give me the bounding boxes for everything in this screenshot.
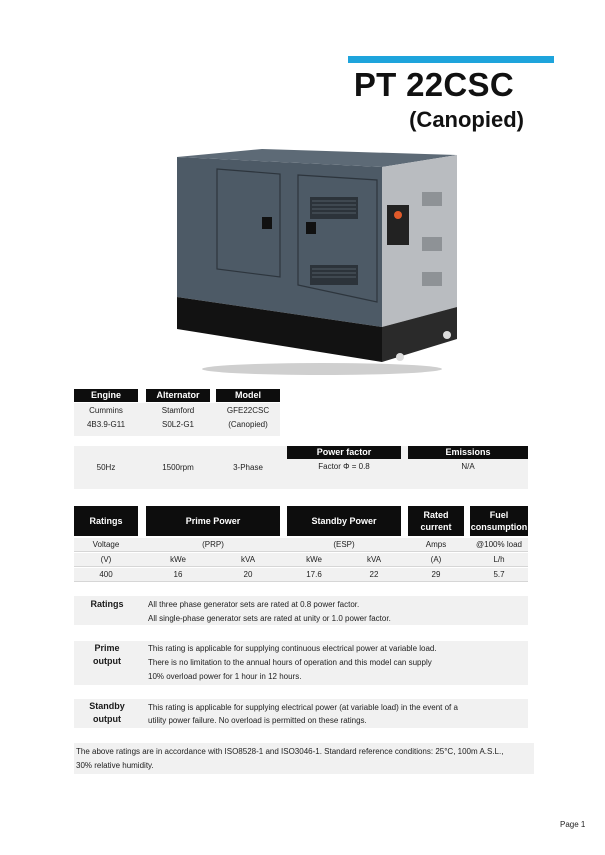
amps-label: Amps	[425, 540, 447, 549]
unit-volts: (V)	[100, 555, 112, 564]
fuel-consumption-header-line2: consumption	[470, 522, 528, 532]
model-title: PT 22CSC	[353, 66, 514, 103]
power-factor-header: Power factor	[287, 446, 401, 459]
unit-lh: L/h	[493, 555, 505, 564]
unit-amps: (A)	[430, 555, 442, 564]
engine-model: 4B3.9-G11	[86, 420, 126, 429]
emissions-header: Emissions	[408, 446, 528, 459]
value-standby-kva: 22	[369, 570, 379, 579]
fuel-consumption-header	[470, 506, 528, 536]
fuel-consumption-header-line1: Fuel	[489, 510, 509, 520]
unit-prime-kva: kVA	[240, 555, 256, 564]
generator-image	[172, 147, 462, 379]
engine-header: Engine	[74, 389, 138, 402]
emissions-value: N/A	[461, 462, 475, 471]
ratings-note-line1: All three phase generator sets are rated at 0.8 power factor.	[148, 600, 360, 609]
page-number: Page 1	[560, 820, 586, 829]
model-subtitle: (Canopied)	[409, 107, 524, 132]
value-voltage: 400	[99, 570, 113, 579]
value-current: 29	[431, 570, 441, 579]
model-code: GFE22CSC	[226, 406, 270, 415]
alternator-model: S0L2-G1	[161, 420, 195, 429]
standby-power-header: Standby Power	[287, 506, 401, 536]
unit-prime-kwe: kWe	[170, 555, 186, 564]
model-header: Model	[216, 389, 280, 402]
standby-output-line1: This rating is applicable for supplying electrical power (at variable load) in the event of a	[148, 703, 458, 712]
unit-standby-kwe: kWe	[306, 555, 322, 564]
standards-footnote-line2: 30% relative humidity.	[76, 760, 154, 770]
rated-current-header-line2: current	[420, 522, 452, 532]
prime-output-note	[74, 641, 528, 685]
power-factor-value: Factor Φ = 0.8	[318, 462, 370, 471]
value-standby-kwe: 17.6	[306, 570, 322, 579]
standby-output-line2: utility power failure. No overload is permitted on these ratings.	[148, 716, 367, 725]
rated-current-header-line1: Rated	[423, 510, 449, 520]
rated-current-header	[408, 506, 464, 536]
esp-label: (ESP)	[333, 540, 355, 549]
unit-standby-kva: kVA	[366, 555, 382, 564]
load-label: @100% load	[476, 540, 522, 549]
model-variant: (Canopied)	[228, 420, 268, 429]
ratings-note-line2: All single-phase generator sets are rated at unity or 1.0 power factor.	[148, 614, 391, 623]
frequency: 50Hz	[96, 463, 116, 472]
standby-output-note	[74, 699, 528, 728]
ratings-note-label: Ratings	[90, 599, 124, 609]
prime-output-line2: There is no limitation to the annual hours of operation and this model can supply	[148, 658, 432, 667]
standards-footnote	[74, 743, 534, 774]
prime-output-line1: This rating is applicable for supplying continuous electrical power at variable load.	[148, 644, 437, 653]
row-divider	[74, 551, 528, 552]
prime-output-label-line2: output	[93, 656, 121, 666]
speed: 1500rpm	[162, 463, 194, 472]
value-prime-kva: 20	[243, 570, 253, 579]
prime-output-label-line1: Prime	[94, 643, 120, 653]
standby-output-label-line2: output	[93, 714, 121, 724]
prime-power-header: Prime Power	[146, 506, 280, 536]
prime-output-line3: 10% overload power for 1 hour in 12 hours.	[148, 672, 302, 681]
standby-output-label-line1: Standby	[89, 701, 125, 711]
row-divider	[74, 566, 528, 567]
standards-footnote-line1: The above ratings are in accordance with ISO8528-1 and ISO3046-1. Standard reference conditions: 25°C, 100m A.S.L.,	[76, 747, 504, 756]
alternator-make: Stamford	[161, 406, 195, 415]
alternator-header: Alternator	[146, 389, 210, 402]
engine-make: Cummins	[89, 406, 123, 415]
voltage-label: Voltage	[92, 540, 120, 549]
ratings-header: Ratings	[74, 506, 138, 536]
ratings-note	[74, 596, 528, 625]
prp-label: (PRP)	[202, 540, 224, 549]
phase: 3-Phase	[233, 463, 263, 472]
row-divider	[74, 581, 528, 582]
value-prime-kwe: 16	[173, 570, 183, 579]
accent-bar	[348, 56, 554, 63]
value-fuel: 5.7	[493, 570, 505, 579]
